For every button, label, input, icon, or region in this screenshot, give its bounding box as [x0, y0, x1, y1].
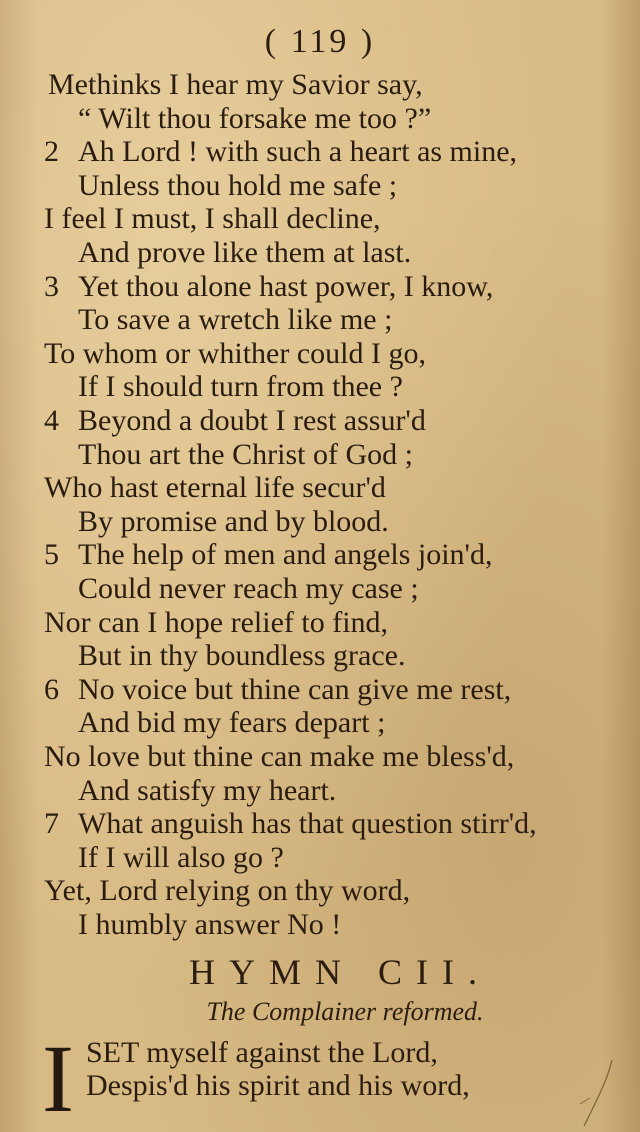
verse-line: [78, 908, 341, 942]
stanza-number: 2: [44, 135, 59, 169]
verse-line: [44, 538, 492, 572]
verse-line: [78, 505, 389, 539]
verse-line: [78, 102, 431, 136]
verse-text: To whom or whither could I go,: [44, 336, 427, 370]
verse-text: No love but thine can make me bless'd,: [44, 740, 515, 773]
verse-text: To save a wretch like me ;: [78, 303, 393, 337]
verse-line: [44, 135, 517, 169]
page-number: ( 119 ): [264, 23, 376, 60]
verse-line: [44, 270, 493, 304]
verse-text: Beyond a doubt I rest assur'd: [78, 404, 426, 437]
verse-text: And bid my fears depart ;: [78, 706, 386, 740]
verse-text: Yet thou alone hast power, I know,: [78, 269, 494, 303]
verse-line: [78, 706, 385, 740]
stanza-number: 3: [44, 269, 59, 303]
verse-line: [78, 303, 392, 337]
verse-text: What anguish has that question stirr'd,: [78, 807, 537, 841]
verse-line: [78, 438, 413, 472]
verse-line: [78, 774, 336, 808]
verse-text: And prove like them at last.: [78, 236, 412, 269]
verse-text: By promise and by blood.: [78, 504, 389, 538]
verse-line: [44, 740, 514, 774]
drop-cap: I: [42, 1025, 74, 1132]
verse-text: Ah Lord ! with such a heart as mine,: [78, 135, 518, 169]
verse-text: If I should turn from thee ?: [78, 370, 403, 404]
verse-line: [78, 236, 411, 270]
verse-text: Who hast eternal life secur'd: [44, 471, 386, 505]
verse-text: Could never reach my case ;: [78, 572, 419, 605]
verse-line: [78, 370, 403, 404]
verse-line: [78, 841, 284, 875]
verse-text: If I will also go ?: [78, 840, 284, 874]
verse-text: The help of men and angels join'd,: [78, 538, 493, 572]
opening-verse-line: SET myself against the Lord,: [86, 1036, 438, 1069]
verse-line: [44, 337, 426, 371]
verse-line: [78, 639, 405, 673]
stanza-number: 5: [44, 538, 59, 572]
verse-line: [48, 68, 423, 102]
verse-line: [44, 807, 537, 841]
verse-line: [78, 169, 397, 203]
verse-text: I feel I must, I shall decline,: [44, 202, 381, 236]
verse-text: Thou art the Christ of God ;: [78, 437, 413, 471]
verse-text: Yet, Lord relying on thy word,: [44, 874, 411, 908]
verse-line: [44, 202, 381, 236]
verse-text: I humbly answer No !: [78, 908, 342, 941]
verse-line: [44, 471, 386, 505]
verse-line: [44, 874, 410, 908]
verse-text: “ Wilt thou forsake me too ?”: [78, 101, 432, 135]
stanza-number: 6: [44, 672, 59, 706]
hymn-subtitle: The Complainer reformed.: [206, 997, 484, 1026]
pen-mark-icon: [578, 1058, 618, 1128]
verse-text: No voice but thine can give me rest,: [78, 672, 512, 706]
stanza-number: 7: [44, 807, 59, 841]
verse-line: [44, 404, 426, 438]
opening-verse-line: Despis'd his spirit and his word,: [86, 1069, 470, 1102]
verse-text: Methinks I hear my Savior say,: [48, 68, 423, 101]
verse-line: [44, 673, 511, 707]
verse-line: [44, 606, 388, 640]
verse-text: And satisfy my heart.: [78, 773, 337, 807]
verse-text: Unless thou hold me safe ;: [78, 168, 398, 202]
hymn-title: HYMN CII.: [189, 952, 491, 992]
stanza-number: 4: [44, 404, 59, 437]
verse-text: But in thy boundless grace.: [78, 639, 406, 673]
verse-text: Nor can I hope relief to find,: [44, 605, 389, 639]
verse-line: [78, 572, 419, 606]
